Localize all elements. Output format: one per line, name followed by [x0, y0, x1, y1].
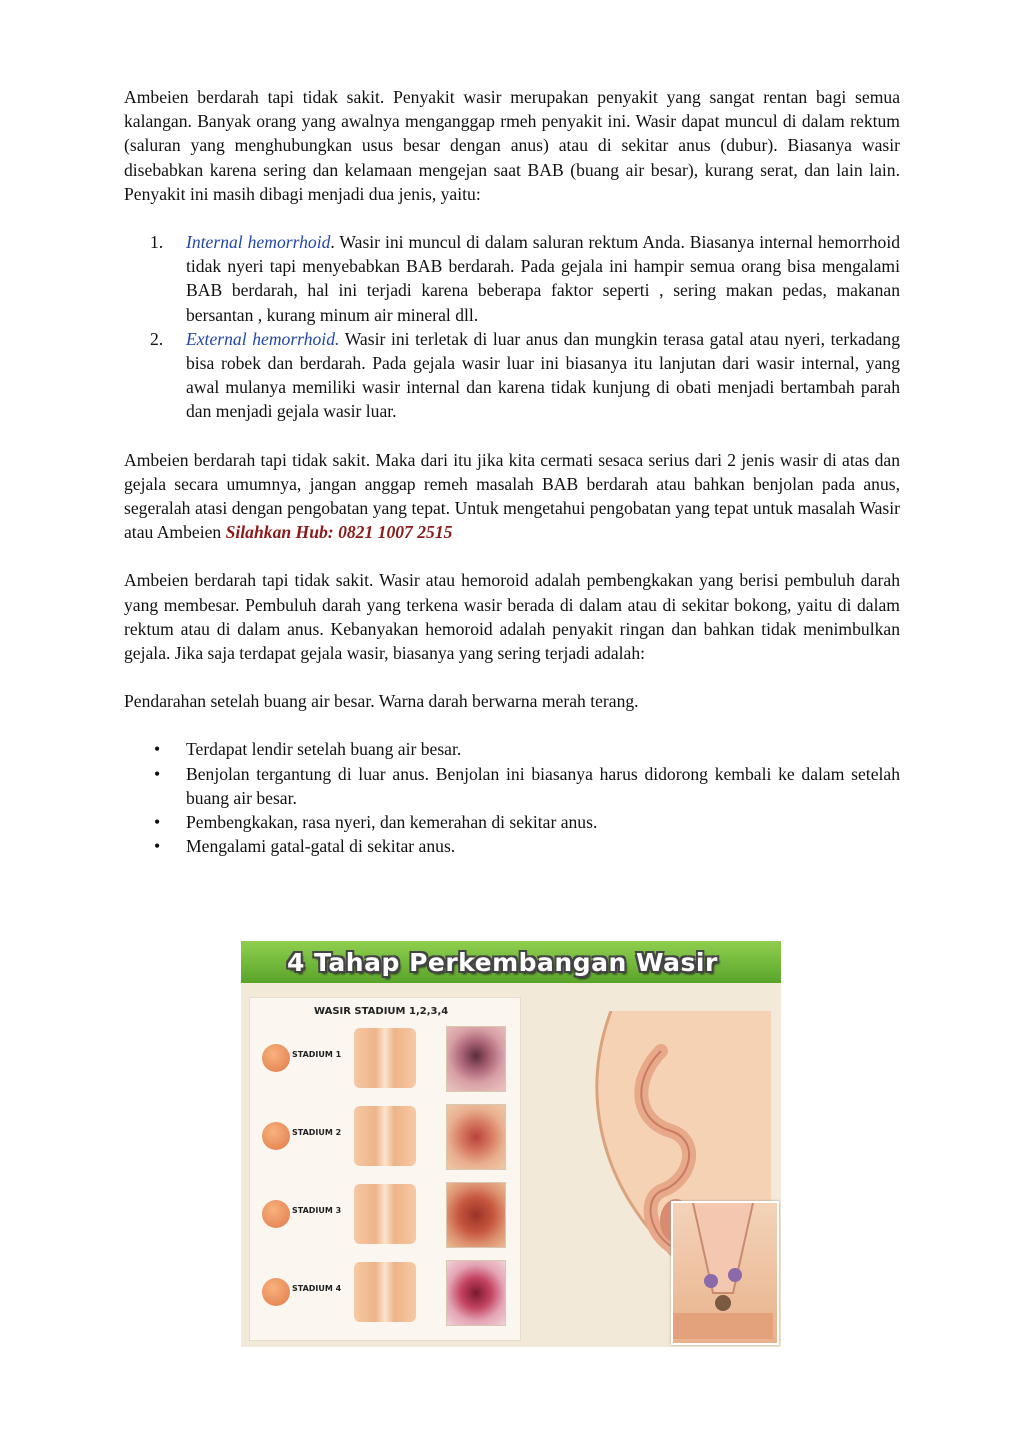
- stage-row: [256, 1102, 514, 1172]
- list-item: [124, 810, 900, 834]
- symptom-list: [124, 737, 900, 858]
- stage-photo: [446, 1182, 506, 1248]
- list-number: 1.: [150, 232, 164, 253]
- stage-row: [256, 1180, 514, 1250]
- list-item: [124, 230, 900, 327]
- inset-illustration: [673, 1203, 773, 1339]
- document-body: [124, 85, 900, 858]
- list-item: [124, 737, 900, 761]
- stage-dot-icon: [262, 1200, 290, 1228]
- list-item: [124, 327, 900, 424]
- stage-label: STADIUM 3: [292, 1206, 342, 1215]
- bullet-glyph: •: [154, 812, 161, 833]
- stage-label: STADIUM 1: [292, 1050, 342, 1059]
- stages-panel: [249, 997, 521, 1341]
- list-item-text: Terdapat lendir setelah buang air besar.: [186, 739, 462, 760]
- term-internal-hemorrhoid: Internal hemorrhoid: [186, 232, 331, 253]
- panel-title: WASIR STADIUM 1,2,3,4: [314, 1006, 449, 1017]
- list-item: [124, 762, 900, 810]
- anatomy-illustration: [354, 1184, 416, 1244]
- anatomy-illustration: [354, 1262, 416, 1322]
- bullet-glyph: •: [154, 836, 161, 857]
- stage-row: [256, 1258, 514, 1328]
- bullet-glyph: •: [154, 763, 161, 784]
- paragraph-treatment-text: Ambeien berdarah tapi tidak sakit. Maka dari itu jika kita cermati sesaca serius dari 2 jenis wasir di atas dan gejala secara umumnya, jangan anggap remeh masalah BAB berdarah atau bahkan benjolan pada anus, segeralah atasi dengan pengobatan yang tepat. Untuk mengetahui pengobatan yang tepat untuk masalah Wasir atau Ambeien: [124, 449, 900, 543]
- stage-photo: [446, 1260, 506, 1326]
- list-item-text: Benjolan tergantung di luar anus. Benjolan ini biasanya harus didorong kembali ke dalam setelah buang air besar.: [186, 763, 900, 808]
- stage-dot-icon: [262, 1278, 290, 1306]
- hemorrhoid-stages-figure: [241, 941, 781, 1347]
- list-item-text: . Wasir ini muncul di dalam saluran rektum Anda. Biasanya internal hemorrhoid tidak nyeri tapi menyebabkan BAB berdarah. Pada gejala ini hampir semua orang bisa mengalami BAB berdarah, hal ini terjadi karena beberapa faktor seperti , sering makan pedas, makanan bersantan , kurang minum air mineral dll.: [186, 232, 901, 325]
- stage-label: STADIUM 2: [292, 1128, 342, 1137]
- list-item-text: Mengalami gatal-gatal di sekitar anus.: [186, 836, 456, 857]
- stage-dot-icon: [262, 1044, 290, 1072]
- term-external-hemorrhoid: External hemorrhoid.: [186, 328, 340, 349]
- stage-photo: [446, 1104, 506, 1170]
- paragraph-intro: Ambeien berdarah tapi tidak sakit. Penyakit wasir merupakan penyakit yang sangat rentan bagi semua kalangan. Banyak orang yang awalnya menganggap rmeh penyakit ini. Wasir dapat muncul di dalam rektum (saluran yang menghubungkan usus besar dengan anus) atau di sekitar anus (dubur). Biasanya wasir disebabkan karena sering dan kelamaan mengejan saat BAB (buang air besar), kurang serat, dan lain lain. Penyakit ini masih dibagi menjadi dua jenis, yaitu:: [124, 87, 900, 204]
- stage-row: [256, 1024, 514, 1094]
- anatomy-illustration: [354, 1106, 416, 1166]
- bullet-glyph: •: [154, 739, 161, 760]
- contact-phone: Silahkan Hub: 0821 1007 2515: [225, 522, 453, 543]
- anal-canal-inset: [671, 1201, 779, 1345]
- figure-title: 4 Tahap Perkembangan Wasir: [287, 947, 718, 977]
- stage-photo: [446, 1026, 506, 1092]
- paragraph-treatment: [124, 448, 900, 545]
- list-number: 2.: [150, 328, 164, 349]
- list-item-text: Wasir ini terletak di luar anus dan mungkin terasa gatal atau nyeri, terkadang bisa robek dan berdarah. Pada gejala wasir luar ini biasanya itu lanjutan dari wasir internal, yang awal mulanya memiliki wasir internal dan karena tidak kunjung di obati menjadi bertambah parah dan menjadi gejala wasir luar.: [186, 328, 900, 422]
- list-item-text: Pembengkakan, rasa nyeri, dan kemerahan di sekitar anus.: [186, 812, 598, 833]
- stage-label: STADIUM 4: [292, 1284, 342, 1293]
- numbered-list: [124, 230, 900, 424]
- paragraph-bleeding: Pendarahan setelah buang air besar. Warna darah berwarna merah terang.: [124, 691, 639, 712]
- anatomy-illustration: [354, 1028, 416, 1088]
- paragraph-definition: Ambeien berdarah tapi tidak sakit. Wasir atau hemoroid adalah pembengkakan yang berisi pembuluh darah yang membesar. Pembuluh darah yang terkena wasir berada di dalam atau di sekitar bokong, yaitu di dalam rektum atau di dalam anus. Kebanyakan hemoroid adalah penyakit ringan dan bahkan tidak menimbulkan gejala. Jika saja terdapat gejala wasir, biasanya yang sering terjadi adalah:: [124, 570, 900, 664]
- stage-dot-icon: [262, 1122, 290, 1150]
- figure-banner: [241, 941, 781, 983]
- list-item: [124, 834, 900, 858]
